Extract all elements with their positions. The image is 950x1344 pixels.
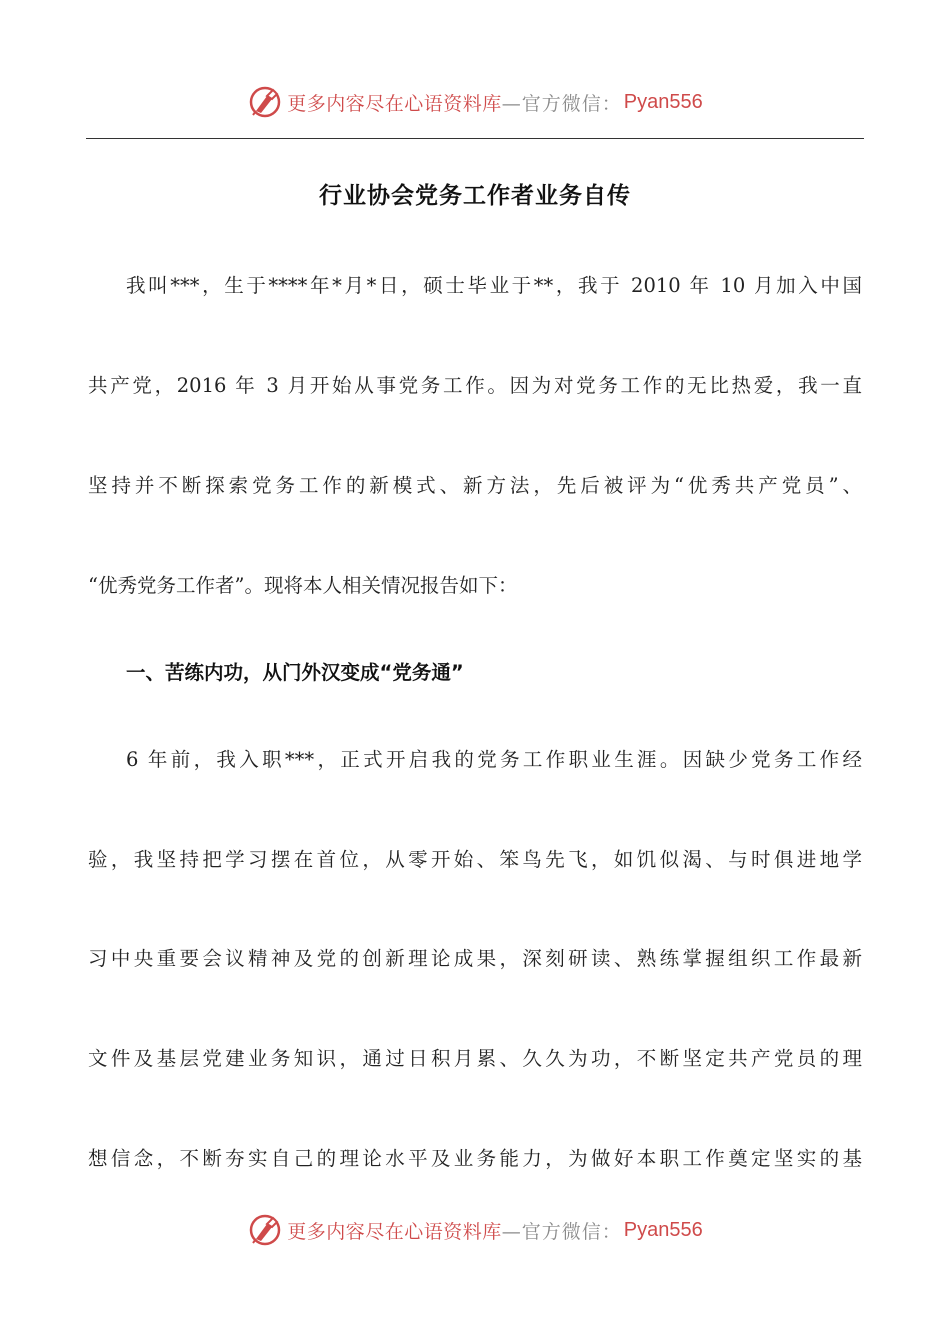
header-banner <box>0 80 950 124</box>
banner-wechat-handle: Pyan556 <box>623 90 703 113</box>
footer-banner <box>0 1208 950 1252</box>
body-line-7: 验，我坚持把学习摆在首位，从零开始、笨鸟先飞，如饥似渴、与时俱进地学 <box>88 848 862 871</box>
header-divider <box>86 138 864 139</box>
banner-official-text: —官方微信： <box>501 92 622 115</box>
document-title: 行业协会党务工作者业务自传 <box>319 183 631 209</box>
body-line-9: 文件及基层党建业务知识，通过日积月累、久久为功，不断坚定共产党员的理 <box>88 1047 862 1070</box>
section-heading-1: 一、苦练内功，从门外汉变成“党务通” <box>126 661 464 684</box>
body-line-2: 共产党，2016 年 3 月开始从事党务工作。因为对党务工作的无比热爱，我一直 <box>88 374 862 397</box>
body-line-1: 我叫***，生于****年*月*日，硕士毕业于**，我于 2010 年 10 月加入中国 <box>126 274 862 297</box>
body-line-4: “优秀党务工作者”。现将本人相关情况报告如下： <box>88 574 518 597</box>
body-line-3: 坚持并不断探索党务工作的新模式、新方法，先后被评为“优秀共产党员”、 <box>88 474 862 497</box>
banner-brand-text: 更多内容尽在心语资料库 <box>287 92 502 115</box>
body-line-8: 习中央重要会议精神及党的创新理论成果，深刻研读、熟练掌握组织工作最新 <box>88 947 862 970</box>
pen-nib-logo-icon <box>247 84 283 120</box>
banner-wechat-handle: Pyan556 <box>623 1218 703 1241</box>
body-line-10: 想信念，不断夯实自己的理论水平及业务能力，为做好本职工作奠定坚实的基 <box>88 1147 862 1170</box>
pen-nib-logo-icon <box>247 1212 283 1248</box>
banner-official-text: —官方微信： <box>501 1220 622 1243</box>
body-line-6: 6 年前，我入职***，正式开启我的党务工作职业生涯。因缺少党务工作经 <box>126 748 862 771</box>
banner-brand-text: 更多内容尽在心语资料库 <box>287 1220 502 1243</box>
